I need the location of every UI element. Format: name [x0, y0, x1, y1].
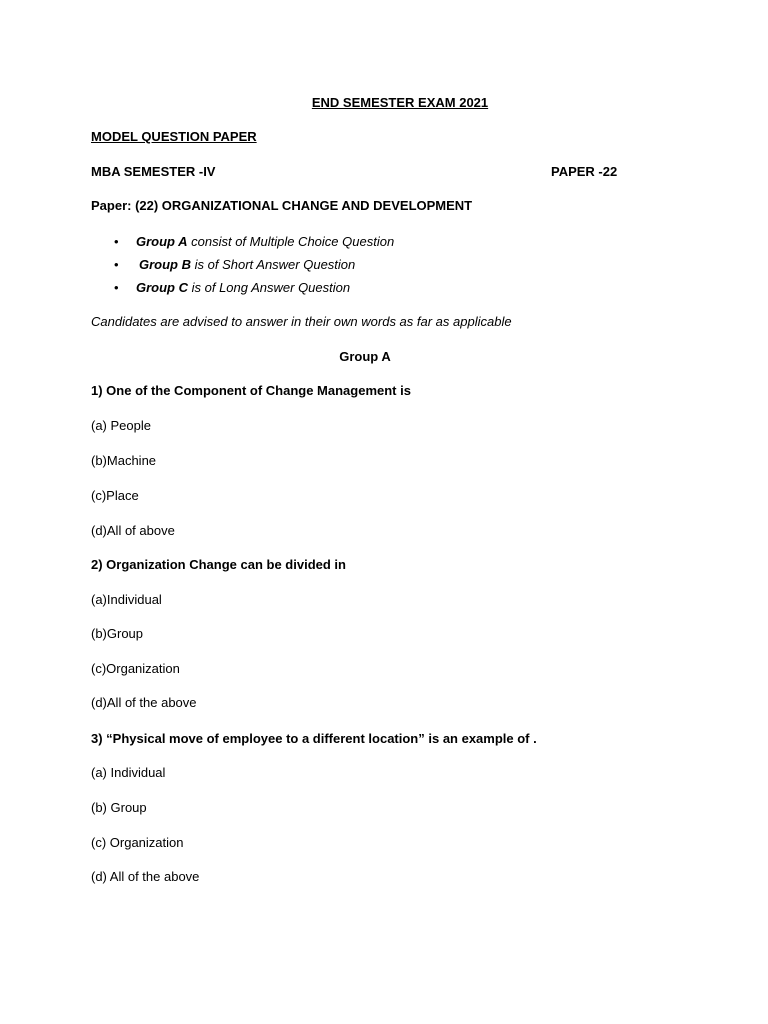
- candidate-advice: Candidates are advised to answer in their own words as far as applicable: [91, 314, 512, 329]
- instruction-group: Group A: [136, 234, 188, 249]
- instruction-group: Group C: [136, 280, 188, 295]
- option-3b: (b) Group: [91, 800, 147, 815]
- question-1: 1) One of the Component of Change Management is: [91, 383, 411, 398]
- option-3a: (a) Individual: [91, 765, 166, 780]
- option-1c: (c)Place: [91, 488, 139, 503]
- semester-label: MBA SEMESTER -IV: [91, 164, 216, 179]
- option-2b: (b)Group: [91, 626, 144, 641]
- option-2d: (d)All of the above: [91, 695, 197, 710]
- option-1a: (a) People: [91, 418, 151, 433]
- instruction-text: is of Short Answer Question: [191, 257, 356, 272]
- paper-number: PAPER -22: [551, 164, 618, 179]
- option-1d: (d)All of above: [91, 523, 175, 538]
- exam-title: END SEMESTER EXAM 2021: [311, 95, 489, 110]
- bullet-icon: •: [114, 257, 119, 272]
- instruction-text: consist of Multiple Choice Question: [187, 234, 395, 249]
- section-heading: Group A: [339, 349, 391, 364]
- instruction-text: is of Long Answer Question: [188, 280, 351, 295]
- paper-title: Paper: (22) ORGANIZATIONAL CHANGE AND DEVELOPMENT: [91, 198, 473, 213]
- question-2: 2) Organization Change can be divided in: [91, 557, 346, 572]
- option-3c: (c) Organization: [91, 835, 184, 850]
- option-2c: (c)Organization: [91, 661, 180, 676]
- instruction-group: Group B: [139, 257, 191, 272]
- bullet-icon: •: [114, 234, 119, 249]
- option-3d: (d) All of the above: [91, 869, 200, 884]
- option-1b: (b)Machine: [91, 453, 157, 468]
- option-2a: (a)Individual: [91, 592, 162, 607]
- question-3: 3) “Physical move of employee to a different location” is an example of .: [91, 731, 537, 746]
- paper-subtitle: MODEL QUESTION PAPER: [91, 129, 257, 144]
- bullet-icon: •: [114, 280, 119, 295]
